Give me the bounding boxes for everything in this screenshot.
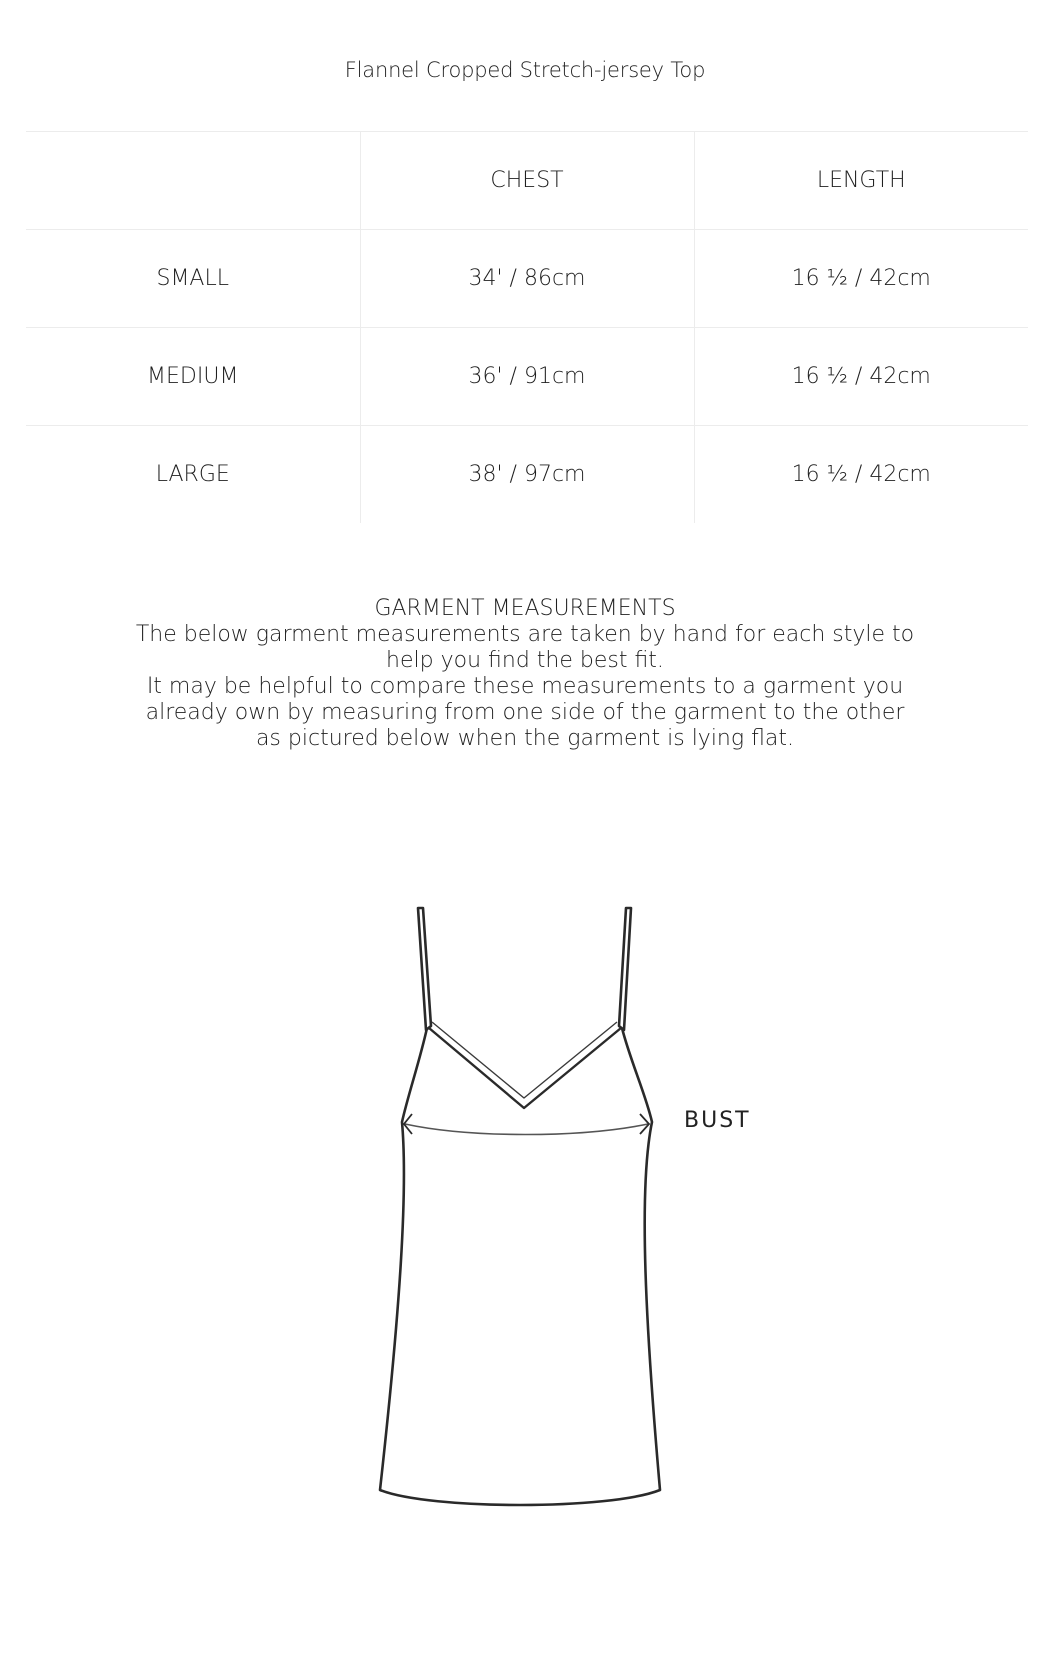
chest-value: 36' / 91cm: [360, 328, 694, 426]
table-header-size: [26, 132, 360, 230]
chest-value: 34' / 86cm: [360, 230, 694, 328]
bust-label: BUST: [684, 1108, 751, 1133]
size-label: SMALL: [26, 230, 360, 328]
measurements-paragraph-1: The below garment measurements are taken by hand for each style to help you find the best fit.: [135, 622, 915, 673]
measurements-paragraph-2: It may be helpful to compare these measurements to a garment you already own by measuring from one side of the garment to the other as pictured below when the garment is lying flat.: [145, 674, 905, 751]
length-value: 16 ½ / 42cm: [694, 426, 1028, 524]
length-value: 16 ½ / 42cm: [694, 230, 1028, 328]
size-label: LARGE: [26, 426, 360, 524]
size-label: MEDIUM: [26, 328, 360, 426]
product-title: Flannel Cropped Stretch-jersey Top: [344, 58, 706, 82]
table-row: [26, 328, 1028, 426]
table-row: [26, 426, 1028, 524]
camisole-diagram-icon: [360, 890, 760, 1530]
chest-value: 38' / 97cm: [360, 426, 694, 524]
table-header-row: [26, 132, 1028, 230]
length-value: 16 ½ / 42cm: [694, 328, 1028, 426]
table-header-length: LENGTH: [694, 132, 1028, 230]
garment-measurements-section: [130, 596, 920, 752]
size-chart-table: [26, 131, 1028, 523]
table-header-chest: CHEST: [360, 132, 694, 230]
table-row: [26, 230, 1028, 328]
measurements-heading: GARMENT MEASUREMENTS: [374, 596, 676, 621]
